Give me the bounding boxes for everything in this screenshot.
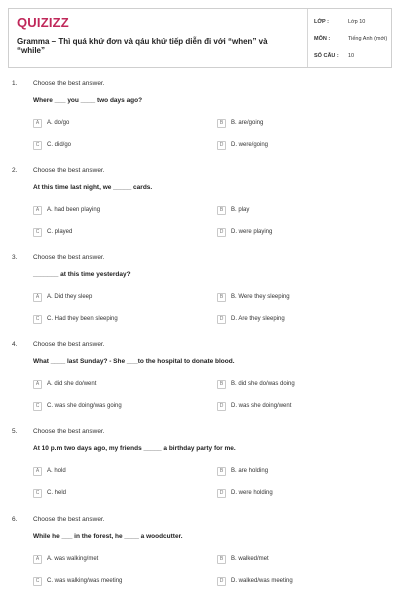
option-c[interactable] [33,400,122,412]
quizizz-logo: QUIZIZZ [17,15,69,30]
option-d[interactable] [217,226,272,238]
meta-key: MÔN : [314,35,331,42]
option-text: B. play [231,207,250,213]
option-letter-box: C [33,489,42,498]
option-text: B. are/going [231,120,264,126]
option-letter-box: B [217,380,226,389]
question-number: 6. [12,516,18,523]
option-text: B. did she do/was doing [231,381,295,387]
option-letter-box: C [33,402,42,411]
option-a[interactable] [33,291,92,303]
option-c[interactable] [33,575,122,587]
option-text: D. Are they sleeping [231,316,285,322]
option-a[interactable] [33,117,69,129]
option-text: B. are holding [231,468,269,474]
question-instruction: Choose the best answer. [33,516,105,523]
option-d[interactable] [217,487,273,499]
option-a[interactable] [33,204,100,216]
option-text: B. Were they sleeping [231,294,290,300]
meta-value: 10 [348,52,355,59]
option-letter-box: B [217,119,226,128]
option-letter-box: D [217,141,226,150]
header-divider [307,9,308,67]
question-text: At 10 p.m two days ago, my friends _____ a birthday party for me. [33,445,236,452]
meta-row-count [314,49,392,62]
option-c[interactable] [33,226,72,238]
option-b[interactable] [217,378,295,390]
option-letter-box: B [217,293,226,302]
option-text: C. did/go [47,142,72,148]
option-c[interactable] [33,487,66,499]
option-text: D. were holding [231,490,273,496]
option-b[interactable] [217,117,263,129]
meta-row-subject [314,32,392,45]
meta-row-class [314,15,392,28]
option-letter-box: A [33,555,42,564]
option-a[interactable] [33,378,96,390]
option-c[interactable] [33,313,118,325]
option-letter-box: B [217,555,226,564]
option-d[interactable] [217,575,293,587]
option-letter-box: A [33,380,42,389]
question-text: What ____ last Sunday? - She ___to the hospital to donate blood. [33,358,235,365]
option-text: A. was walking/met [47,556,99,562]
option-text: C. was walking/was meeting [47,578,123,584]
option-letter-box: D [217,489,226,498]
option-text: D. were/going [231,142,269,148]
option-d[interactable] [217,139,268,151]
option-text: D. was she doing/went [231,403,292,409]
option-text: A. had been playing [47,207,101,213]
option-a[interactable] [33,465,66,477]
option-text: A. do/go [47,120,70,126]
question-instruction: Choose the best answer. [33,167,105,174]
question-number: 3. [12,254,18,261]
option-letter-box: D [217,577,226,586]
option-d[interactable] [217,313,285,325]
question-instruction: Choose the best answer. [33,254,105,261]
option-a[interactable] [33,553,98,565]
option-letter-box: D [217,228,226,237]
option-letter-box: C [33,228,42,237]
worksheet-header [8,8,392,68]
option-letter-box: A [33,119,42,128]
question-instruction: Choose the best answer. [33,428,105,435]
option-b[interactable] [217,465,268,477]
option-letter-box: D [217,402,226,411]
question-number: 4. [12,341,18,348]
question-instruction: Choose the best answer. [33,341,105,348]
option-text: C. Had they been sleeping [47,316,118,322]
option-text: C. played [47,229,73,235]
worksheet-meta [314,15,392,66]
option-letter-box: D [217,315,226,324]
option-text: C. held [47,490,67,496]
question-text: While he ___ in the forest, he ____ a woodcutter. [33,533,183,540]
option-letter-box: B [217,206,226,215]
option-b[interactable] [217,553,269,565]
option-letter-box: A [33,293,42,302]
option-text: C. was she doing/was going [47,403,122,409]
worksheet-title: Gramma – Thì quá khứ đơn và qáu khứ tiếp diễn đi với “when” và “while” [17,37,268,55]
meta-value: Lớp 10 [348,18,366,25]
option-letter-box: B [217,467,226,476]
option-b[interactable] [217,204,249,216]
option-d[interactable] [217,400,291,412]
option-c[interactable] [33,139,71,151]
option-letter-box: C [33,577,42,586]
question-number: 5. [12,428,18,435]
question-text: Where ___ you ____ two days ago? [33,97,143,104]
meta-value: Tiếng Anh (mới) [348,35,388,42]
option-text: D. walked/was meeting [231,578,293,584]
meta-key: SỐ CÂU : [314,52,339,59]
option-letter-box: A [33,206,42,215]
option-text: A. did she do/went [47,381,97,387]
option-text: B. walked/met [231,556,269,562]
option-b[interactable] [217,291,290,303]
question-text: _______ at this time yesterday? [33,271,131,278]
question-text: At this time last night, we _____ cards. [33,184,153,191]
question-number: 2. [12,167,18,174]
option-text: A. hold [47,468,66,474]
option-letter-box: A [33,467,42,476]
option-letter-box: C [33,315,42,324]
option-text: A. Did they sleep [47,294,93,300]
option-letter-box: C [33,141,42,150]
question-instruction: Choose the best answer. [33,80,105,87]
option-text: D. were playing [231,229,273,235]
question-number: 1. [12,80,18,87]
meta-key: LỚP : [314,18,329,25]
